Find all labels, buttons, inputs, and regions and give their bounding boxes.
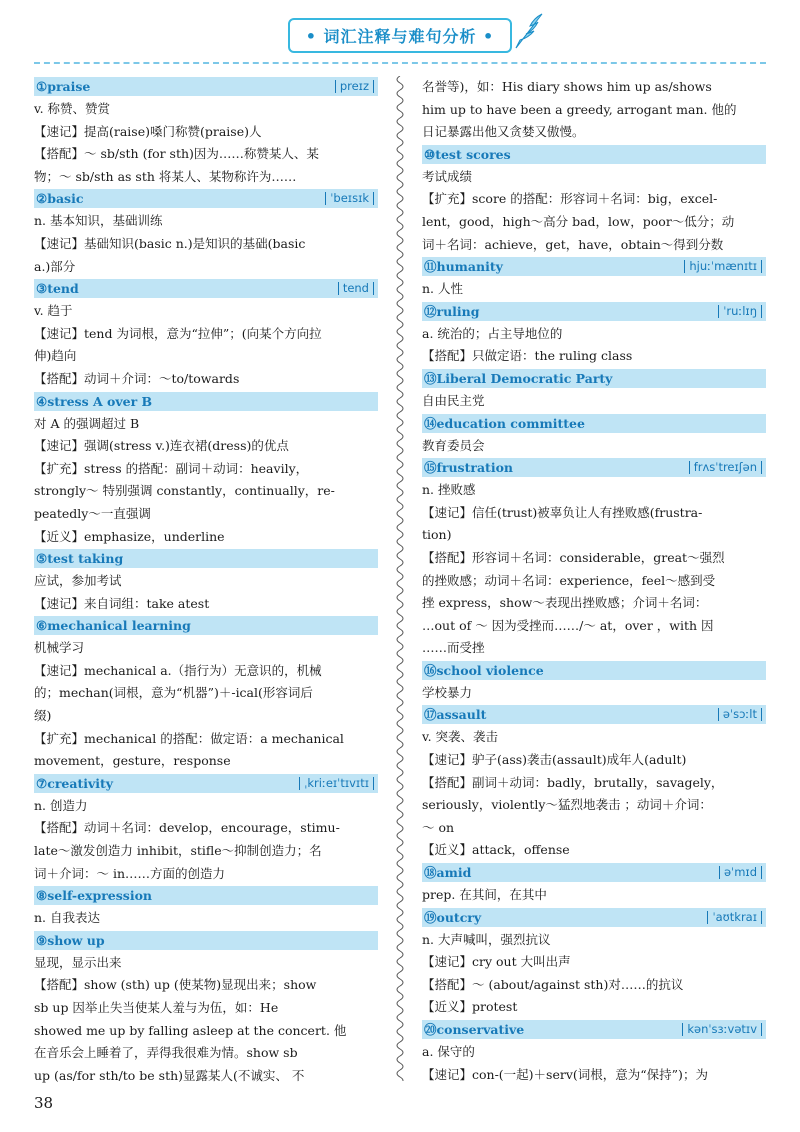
header-dashed-rule [34,62,766,64]
vocab-entry-heading [422,369,766,388]
entry-text-line: n. 人性 [422,281,463,297]
entry-text-line: 【速记】cry out 大叫出声 [422,954,571,970]
entry-text-line: 物；～ sb/sth as sth 将某人、某物称许为…… [34,168,297,184]
entry-text-line: n. 挫败感 [422,482,476,498]
entry-text-line: 【扩充】mechanical 的搭配：做定语：a mechanical [34,730,344,746]
vocab-entry-heading [34,392,378,411]
entry-text-line: him up to have been a greedy, arrogant man. 他的 [422,101,737,117]
vocab-word: ⑯school violence [424,662,544,678]
entry-text-line: 自由民主党 [422,392,485,408]
entry-text-line: 名誉等)，如：His diary shows him up as/shows [422,79,712,94]
vocab-word: ⑫ruling [424,303,480,319]
phonetic-transcription: hjuːˈmænɪtɪ [684,260,762,273]
vocab-entry-heading [422,1020,766,1039]
entry-text-line: 【速记】con-(一起)＋serv(词根，意为“保持”)；为 [422,1066,708,1082]
entry-text-line: peatedly～一直强调 [34,505,151,521]
entry-text-line: n. 大声喊叫，强烈抗议 [422,931,551,947]
entry-text-line: n. 基本知识，基础训练 [34,213,163,229]
section-header [0,18,800,52]
vocab-word: ⑦creativity [36,775,114,791]
entry-text-line: 【近义】protest [422,999,518,1015]
entry-text-line: ……而受挫 [422,640,485,656]
entry-text-line: 教育委员会 [422,437,485,453]
vocab-word: ④stress A over B [36,393,153,409]
entry-text-line: 【速记】tend 为词根，意为“拉伸”；(向某个方向拉 [34,325,322,341]
entry-text-line: n. 创造力 [34,797,88,813]
entry-text-line: 【搭配】show (sth) up (使某物)显现出来；show [34,977,317,993]
vocab-word: ⑰assault [424,707,487,723]
page-number: 38 [34,1094,54,1112]
phonetic-transcription: preɪz [335,80,374,93]
vocab-entry-heading [422,908,766,927]
entry-text-line: 显现，显示出来 [34,954,122,970]
entry-text-line: 【速记】mechanical a.（指行为）无意识的，机械 [34,662,322,678]
entry-text-line: 挫 express，show～表现出挫败感；介词＋名词： [422,595,708,611]
entry-text-line: 词＋名词：achieve，get，have，obtain～得到分数 [422,236,724,252]
entry-text-line: 【搭配】形容词＋名词：considerable，great～强烈 [422,549,725,565]
entry-text-line: 【速记】驴子(ass)袭击(assault)成年人(adult) [422,752,687,768]
vocab-word: ⑱amid [424,865,472,881]
entry-text-line: 【搭配】～ (about/against sth)对……的抗议 [422,976,684,992]
phonetic-transcription: frʌsˈtreɪʃən [689,461,762,474]
vocab-word: ⑬Liberal Democratic Party [424,370,613,386]
phonetic-transcription: ˌkriːeɪˈtɪvɪtɪ [299,777,374,790]
entry-text-line: 【速记】提高(raise)嗓门称赞(praise)人 [34,123,262,139]
entry-text-line: v. 称赞、赞赏 [34,101,111,116]
entry-text-line: v. 趋于 [34,303,73,319]
vocab-word: ⑤test taking [36,551,124,567]
vocab-entry-heading [34,886,378,905]
entry-text-line: up (as/for sth/to be sth)显露某人(不诚实、 不 [34,1067,305,1083]
entry-text-line: 应试，参加考试 [34,573,122,589]
squiggle-line [397,76,403,1081]
vocab-entry-heading [422,705,766,724]
entry-text-line: 【扩充】stress 的搭配：副词＋动词：heavily， [34,460,309,476]
vocab-entry-heading [422,302,766,321]
vocab-entry-heading [34,931,378,950]
entry-text-line: 的；mechan(词根，意为“机器”)＋-ical(形容词后 [34,685,313,701]
vocab-word: ②basic [36,191,84,207]
column-divider-squiggle [392,76,408,1081]
vocab-word: ⑧self-expression [36,888,152,904]
entry-text-line: 【扩充】score 的搭配：形容词＋名词：big，excel- [422,191,718,207]
entry-text-line: 【速记】信任(trust)被辜负让人有挫败感(frustra- [422,504,703,520]
vocab-entry-heading [34,77,378,96]
vocab-entry-heading [422,661,766,680]
entry-text-line: 【搭配】副词＋动词：badly，brutally，savagely， [422,774,724,790]
vocab-entry-heading [34,549,378,568]
entry-text-line: v. 突袭、袭击 [422,729,499,745]
entry-text-line: 【速记】强调(stress v.)连衣裙(dress)的优点 [34,438,289,454]
entry-text-line: strongly～ 特别强调 constantly，continually，re- [34,483,335,499]
entry-text-line: showed me up by falling asleep at the concert. 他 [34,1022,347,1038]
vocab-word: ⑪humanity [424,259,503,275]
feather-pen-icon [512,10,546,50]
entry-text-line: 对 A 的强调超过 B [34,415,140,431]
vocab-entry-heading [34,774,378,793]
entry-text-line: 【速记】来自词组：take atest [34,595,210,611]
entry-text-line: 【搭配】动词＋名词：develop，encourage，stimu- [34,820,340,836]
entry-text-line: 日记暴露出他又贪婪又傲慢。 [422,124,585,140]
entry-text-line: 学校暴力 [422,684,473,700]
phonetic-transcription: tend [338,282,374,295]
entry-text-line: 【搭配】动词＋介词：～to/towards [34,370,240,386]
entry-text-line: 【近义】attack，offense [422,842,570,858]
entry-text-line: ～ on [422,819,455,835]
entry-text-line: 在音乐会上睡着了，弄得我很难为情。show sb [34,1045,298,1061]
entry-text-line: n. 自我表达 [34,910,100,926]
entry-text-line: 【近义】emphasize，underline [34,528,225,544]
vocab-entry-heading [34,189,378,208]
vocab-word: ⑳conservative [424,1022,525,1037]
vocab-word: ③tend [36,281,79,297]
phonetic-transcription: ˈruːlɪŋ [718,305,762,318]
phonetic-transcription: ˈaʊtkraɪ [707,911,762,924]
vocab-entry-heading [422,414,766,433]
entry-text-line: 机械学习 [34,640,85,656]
phonetic-transcription: əˈmɪd [719,866,762,879]
phonetic-transcription: kənˈsɜːvətɪv [682,1023,762,1036]
entry-text-line: …out of ～ 因为受挫而……/～ at，over ，with 因 [422,617,714,633]
vocab-entry-heading [34,279,378,298]
vocab-word: ⑮frustration [424,460,513,476]
entry-text-line: 【搭配】～ sb/sth (for sth)因为……称赞某人、某 [34,146,319,162]
entry-text-line: 【搭配】只做定语：the ruling class [422,348,633,364]
vocab-word: ⑩test scores [424,146,511,162]
entry-text-line: movement，gesture，response [34,753,231,769]
entry-text-line: 伸)趋向 [34,348,77,364]
section-title: • 词汇注释与难句分析 • [305,26,495,46]
entry-text-line: a. 保守的 [422,1044,475,1059]
phonetic-transcription: əˈsɔːlt [718,708,762,721]
entry-text-line: 考试成绩 [422,168,473,184]
entry-text-line: 的挫败感；动词＋名词：experience，feel～感到受 [422,572,716,588]
entry-text-line: 【速记】基础知识(basic n.)是知识的基础(basic [34,235,306,251]
vocab-word: ⑲outcry [424,909,482,925]
entry-text-line: 缀) [34,708,52,724]
entry-text-line: late～激发创造力 inhibit，stifle～抑制创造力；名 [34,843,322,859]
left-column [34,76,378,1087]
entry-text-line: sb up 因举止失当使某人羞与为伍，如：He [34,1000,279,1015]
entry-text-line: prep. 在其间，在其中 [422,887,547,903]
vocab-entry-heading [422,257,766,276]
vocab-entry-heading [422,145,766,164]
vocab-entry-heading [422,458,766,477]
vocab-word: ①praise [36,79,91,94]
vocab-entry-heading [34,616,378,635]
vocab-word: ⑨show up [36,932,105,948]
vocab-word: ⑭education committee [424,415,585,431]
section-title-box [288,18,513,53]
entry-text-line: a. 统治的；占主导地位的 [422,325,563,341]
vocab-entry-heading [422,863,766,882]
vocab-word: ⑥mechanical learning [36,618,191,634]
entry-text-line: a.)部分 [34,258,76,274]
phonetic-transcription: ˈbeɪsɪk [325,192,374,205]
entry-text-line: tion) [422,527,452,543]
entry-text-line: lent，good，high～高分 bad，low，poor～低分；动 [422,213,735,229]
entry-text-line: seriously，violently～猛烈地袭击 ；动词＋介词： [422,797,712,813]
right-column [422,76,766,1086]
entry-text-line: 词＋介词：～ in……方面的创造力 [34,865,226,881]
